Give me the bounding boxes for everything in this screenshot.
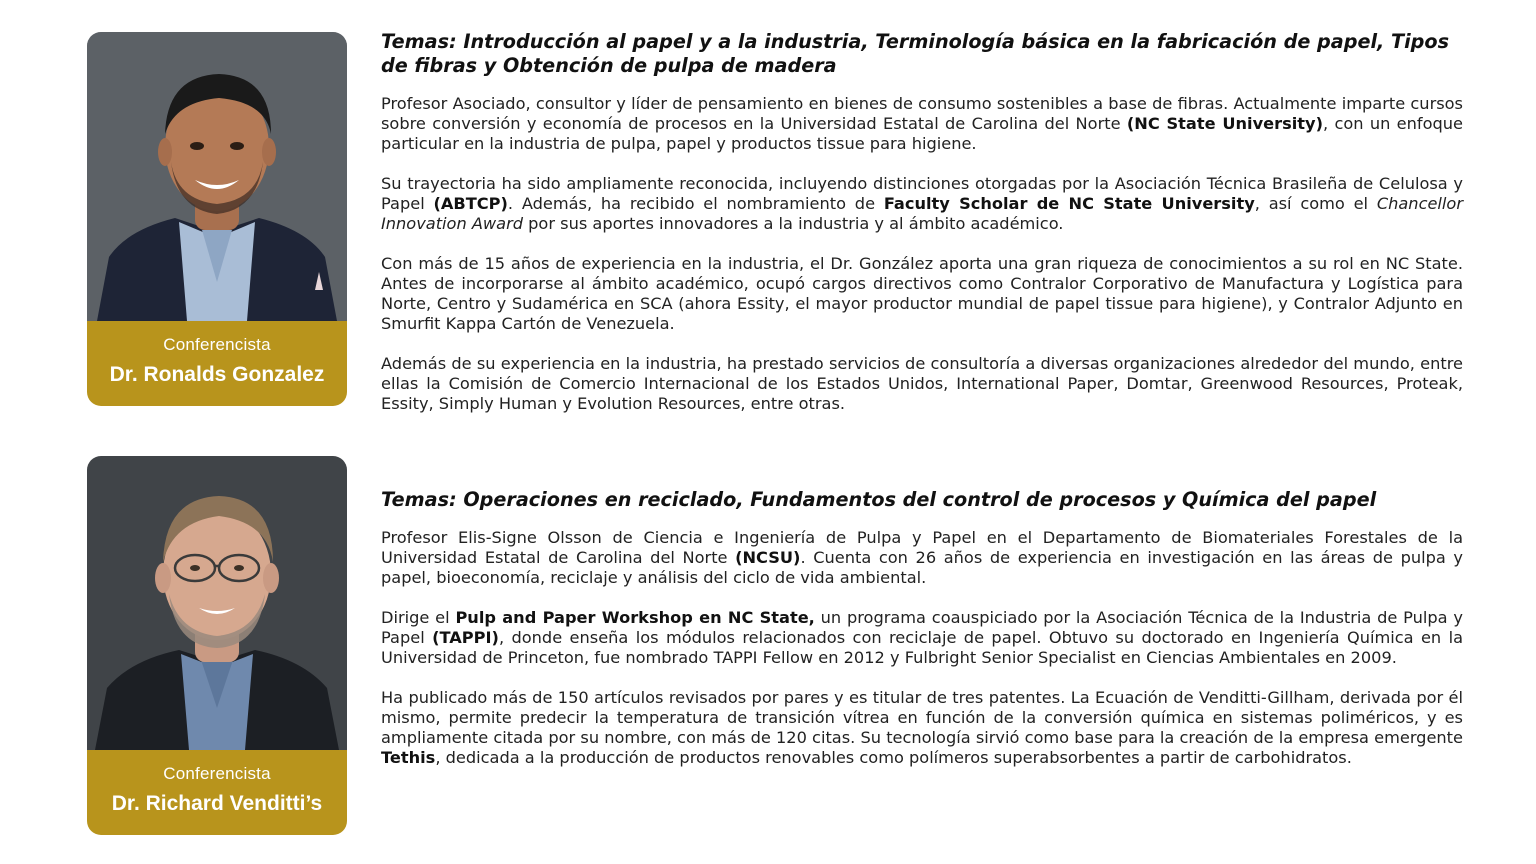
bio-paragraph: Además de su experiencia en la industria, ha prestado servicios de consultoría a diversas organizaciones alrededor del mundo, entre ellas la Comisión de Comercio Internacional de los Estados Unidos, International Paper, Domtar, Greenwood Resources, Proteak, Essity, Simply Human y Evolution Resources, entre otras. [381, 354, 1463, 413]
bio-text: Profesor Elis-Signe Olsson de Ciencia e Ingeniería de Pulpa y Papel en el Departamento de Biomateriales Forestales de la Universidad Estatal de Carolina del Norte [381, 528, 1463, 567]
bio-text: Profesor Asociado, consultor y líder de pensamiento en bienes de consumo sostenibles a base de fibras. Actualmente imparte cursos sobre conversión y economía de procesos en la Universidad Estatal de Carolina del Norte [381, 94, 1463, 133]
bio-text: . Cuenta con 26 años de experiencia en investigación en las áreas de pulpa y papel, bioeconomía, reciclaje y análisis del ciclo de vida ambiental. [381, 548, 1463, 587]
speaker-bio [381, 488, 1463, 788]
bio-text-bold: Faculty Scholar de NC State University [883, 194, 1255, 213]
bio-text: , donde enseña los módulos relacionados con reciclaje de papel. Obtuvo su doctorado en Ingeniería Química en la Universidad de Princeton, fue nombrado TAPPI Fellow en 2012 y Fulbright Senior Specialist en Ciencias Ambientales en 2009. [381, 628, 1463, 667]
bio-text: Dirige el [381, 608, 456, 627]
topics-heading: Temas: Introducción al papel y a la industria, Terminología básica en la fabricación de papel, Tipos de fibras y Obtención de pulpa de madera [381, 30, 1450, 77]
bio-text: , dedicada a la producción de productos renovables como polímeros superabsorbentes a partir de carbohidratos. [435, 748, 1352, 767]
bio-paragraph [381, 688, 1463, 768]
bio-text: , con un enfoque particular en la industria de pulpa, papel y productos tissue para higiene. [381, 114, 1463, 153]
speaker-photo [87, 32, 347, 321]
speaker-role: Conferencista [163, 764, 271, 783]
bio-text-italic: Chancellor Innovation Award [381, 194, 1463, 233]
bio-text-bold: (NCSU) [735, 548, 801, 567]
bio-text-bold: Pulp and Paper Workshop en NC State, [455, 608, 815, 627]
bio-paragraph [381, 94, 1463, 154]
portrait-image [87, 456, 347, 750]
bio-text: , así como el [1254, 194, 1377, 213]
speaker-card [87, 32, 347, 406]
bio-paragraph [381, 608, 1463, 668]
bio-text-bold: (NC State University) [1126, 114, 1323, 133]
bio-text: Ha publicado más de 150 artículos revisados por pares y es titular de tres patentes. La Ecuación de Venditti-Gillham, derivada por él mismo, permite predecir la temperatura de transición vítrea en función de la conversión química en sistemas poliméricos, y es ampliamente citada por su nombre, con más de 120 citas. Su tecnología sirvió como base para la creación de la empresa emergente [381, 688, 1463, 747]
speaker-name: Dr. Ronalds Gonzalez [109, 363, 325, 386]
bio-text: un programa coauspiciado por la Asociación Técnica de la Industria de Pulpa y Papel [381, 608, 1463, 647]
speaker-caption [87, 321, 347, 406]
topics-heading: Temas: Operaciones en reciclado, Fundamentos del control de procesos y Química del papel [381, 488, 1377, 511]
speaker-card [87, 456, 347, 835]
portrait-image [87, 32, 347, 321]
bio-text: . Además, ha recibido el nombramiento de [507, 194, 884, 213]
speaker-photo [87, 456, 347, 750]
bio-text-bold: (TAPPI) [432, 628, 499, 647]
bio-text: por sus aportes innovadores a la industria y al ámbito académico. [523, 214, 1064, 233]
speaker-role: Conferencista [163, 335, 271, 354]
speaker-caption [87, 750, 347, 835]
speaker-name: Dr. Richard Venditti’s [111, 792, 323, 815]
bio-paragraph [381, 528, 1463, 588]
bio-text: Su trayectoria ha sido ampliamente reconocida, incluyendo distinciones otorgadas por la Asociación Técnica Brasileña de Celulosa y Papel [381, 174, 1463, 213]
bio-text-bold: Tethis [381, 748, 436, 767]
bio-paragraph [381, 174, 1463, 234]
bio-text-bold: (ABTCP) [433, 194, 508, 213]
bio-paragraph: Con más de 15 años de experiencia en la industria, el Dr. González aporta una gran riqueza de conocimientos a su rol en NC State. Antes de incorporarse al ámbito académico, ocupó cargos directivos como Contralor Corporativo de Manufactura y Logística para Norte, Centro y Sudamérica en SCA (ahora Essity, el mayor productor mundial de papel tissue para higiene), y Contralor Adjunto en Smurfit Kappa Cartón de Venezuela. [381, 254, 1463, 333]
speaker-bio [381, 30, 1463, 434]
